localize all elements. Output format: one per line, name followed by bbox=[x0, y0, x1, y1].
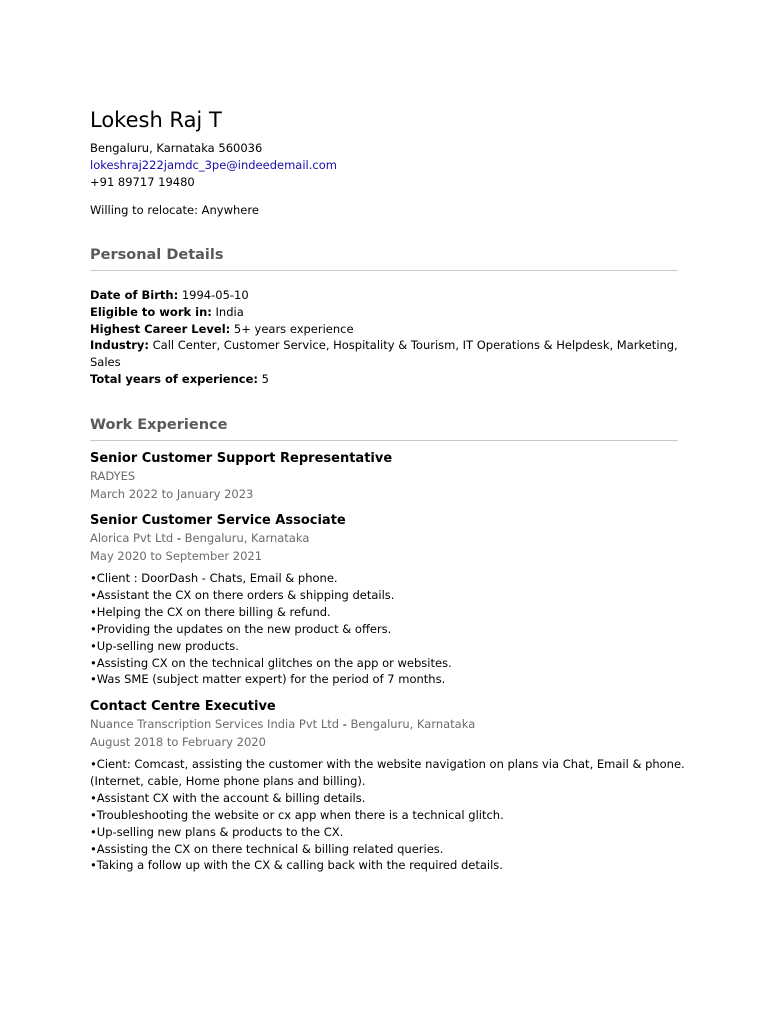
job-company-line: Alorica Pvt Ltd - Bengaluru, Karnataka bbox=[90, 531, 310, 545]
section-divider bbox=[90, 440, 678, 441]
detail-value: India bbox=[215, 304, 244, 319]
job-title: Senior Customer Service Associate bbox=[90, 513, 346, 528]
duty-item: • Was SME (subject matter expert) for the period of 7 months. bbox=[90, 671, 690, 688]
contact-block bbox=[90, 140, 337, 191]
detail-row-industry bbox=[90, 337, 678, 371]
detail-value: 5 bbox=[261, 371, 269, 386]
detail-row-career-level bbox=[90, 321, 678, 338]
detail-value: Call Center, Customer Service, Hospitality & Tourism, IT Operations & Helpdesk, Marketing, Sales bbox=[90, 338, 678, 370]
duty-item: • Assistant CX with the account & billing details. bbox=[90, 790, 690, 807]
duty-item: • Taking a follow up with the CX & calling back with the required details. bbox=[90, 857, 690, 874]
job-company: Nuance Transcription Services India Pvt Ltd bbox=[90, 717, 340, 731]
duty-item: • Assisting CX on the technical glitches on the app or websites. bbox=[90, 655, 690, 672]
job-company: Alorica Pvt Ltd bbox=[90, 531, 174, 545]
candidate-name: Lokesh Raj T bbox=[90, 108, 222, 132]
detail-row-dob bbox=[90, 287, 678, 304]
detail-label: Date of Birth: bbox=[90, 288, 179, 302]
duty-item: • Providing the updates on the new product & offers. bbox=[90, 621, 690, 638]
duty-item: • Troubleshooting the website or cx app when there is a technical glitch. bbox=[90, 807, 690, 824]
job-entry bbox=[90, 450, 690, 503]
phone-text: +91 89717 19480 bbox=[90, 175, 195, 189]
job-dates: March 2022 to January 2023 bbox=[90, 486, 254, 501]
duty-item: • Cient: Comcast, assisting the customer with the website navigation on plans via Chat, Email & phone. (Internet, cable, Home phone plans and billing). bbox=[90, 756, 690, 790]
detail-label: Eligible to work in: bbox=[90, 304, 212, 319]
duties-list bbox=[90, 570, 690, 688]
detail-row-eligible bbox=[90, 304, 678, 321]
section-divider bbox=[90, 270, 678, 271]
job-title: Senior Customer Support Representative bbox=[90, 451, 393, 466]
duty-item: • Client : DoorDash - Chats, Email & phone. bbox=[90, 570, 690, 587]
job-location: Bengaluru, Karnataka bbox=[350, 717, 476, 731]
duties-list bbox=[90, 756, 690, 874]
relocate-text: Willing to relocate: Anywhere bbox=[90, 203, 259, 217]
duty-item: • Assisting the CX on there technical & billing related queries. bbox=[90, 841, 690, 858]
job-location: Bengaluru, Karnataka bbox=[184, 531, 310, 545]
job-dates: May 2020 to September 2021 bbox=[90, 548, 263, 563]
detail-label: Highest Career Level: bbox=[90, 321, 231, 336]
duty-item: • Assistant the CX on there orders & shipping details. bbox=[90, 587, 690, 604]
work-experience-heading: Work Experience bbox=[90, 417, 228, 433]
detail-label: Industry: bbox=[90, 338, 149, 353]
detail-value: 1994-05-10 bbox=[181, 288, 249, 302]
job-entry bbox=[90, 698, 690, 874]
duty-item: • Up-selling new plans & products to the CX. bbox=[90, 824, 690, 841]
duty-item: • Up-selling new products. bbox=[90, 638, 690, 655]
detail-label: Total years of experience: bbox=[90, 371, 258, 386]
job-title: Contact Centre Executive bbox=[90, 699, 276, 714]
job-company: RADYES bbox=[90, 469, 136, 483]
job-dates: August 2018 to February 2020 bbox=[90, 734, 266, 749]
personal-details-heading: Personal Details bbox=[90, 247, 224, 263]
location-text: Bengaluru, Karnataka 560036 bbox=[90, 141, 263, 155]
detail-row-total-experience bbox=[90, 371, 678, 388]
personal-details-list bbox=[90, 287, 678, 388]
duty-item: • Helping the CX on there billing & refund. bbox=[90, 604, 690, 621]
job-company-line: Nuance Transcription Services India Pvt Ltd - Bengaluru, Karnataka bbox=[90, 717, 476, 731]
email-link[interactable]: lokeshraj222jamdc_3pe@indeedemail.com bbox=[90, 158, 337, 172]
job-entry bbox=[90, 512, 690, 688]
detail-value: 5+ years experience bbox=[233, 321, 354, 336]
